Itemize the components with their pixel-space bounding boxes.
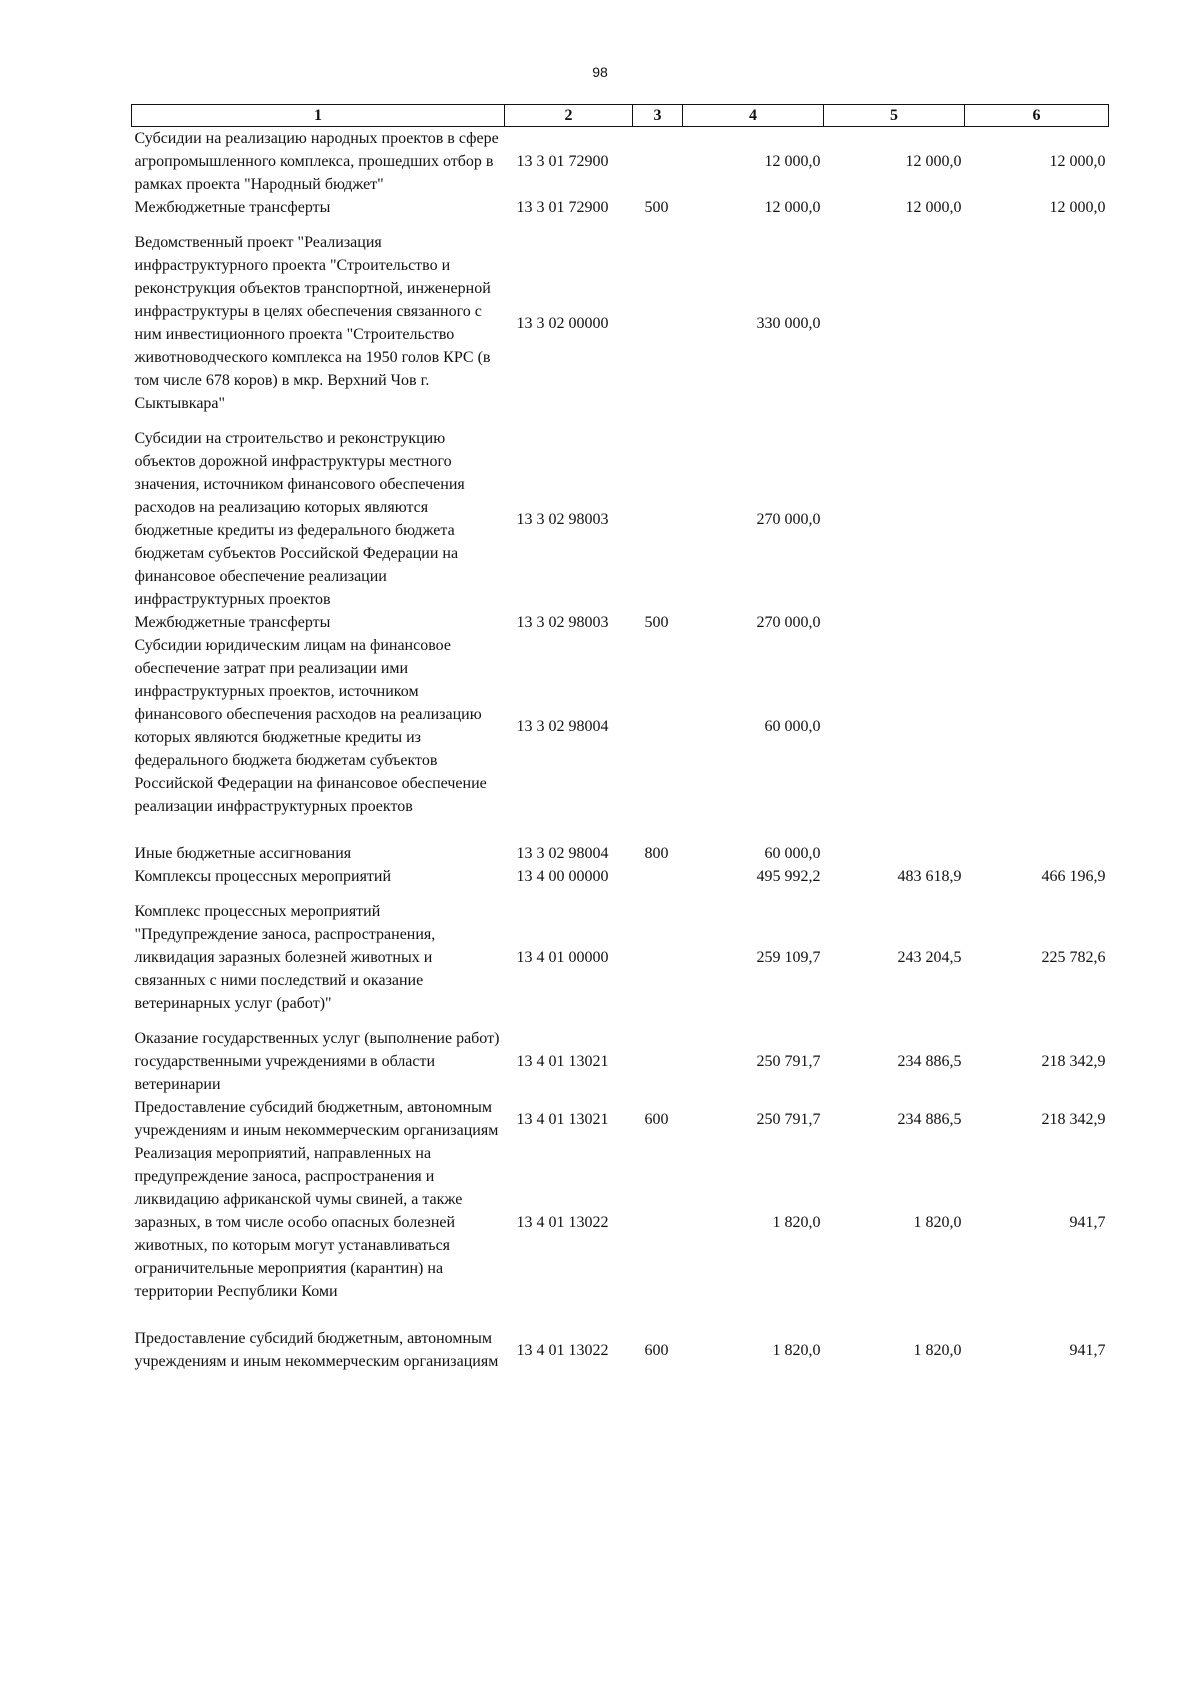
row-code: 13 4 01 13022 [516, 1341, 609, 1359]
table-row [132, 900, 1109, 1027]
budget-table [131, 104, 1109, 1373]
row-expense-type [633, 1142, 683, 1315]
table-row [132, 231, 1109, 427]
row-expense-type: 600 [644, 1110, 669, 1128]
row-name: Реализация мероприятий, направленных на предупреждение заноса, распространения и ликвидацию африканской чумы свиней, а также заразных, в том числе особо опасных болезней животных, по которым могут устанавливаться ограничительные мероприятия (карантин) на территории Республики Коми [134, 1145, 463, 1300]
row-value-1: 1 820,0 [772, 1214, 821, 1231]
row-expense-type [633, 1027, 683, 1096]
row-value-3 [965, 231, 1109, 427]
row-value-2: 1 820,0 [913, 1214, 962, 1231]
row-value-1: 270 000,0 [756, 614, 821, 631]
table-row [132, 634, 1109, 830]
row-code: 13 4 01 13021 [516, 1053, 609, 1070]
table-row [132, 1315, 1109, 1373]
row-code: 13 3 02 00000 [516, 314, 609, 332]
row-name: Предоставление субсидий бюджетным, автономным учреждениям и иным некоммерческим организациям [134, 1099, 499, 1139]
row-expense-type: 800 [644, 845, 669, 862]
row-expense-type [633, 231, 683, 427]
header-col-6: 6 [965, 105, 1109, 127]
row-code: 13 3 02 98004 [516, 845, 609, 862]
row-code: 13 3 02 98003 [516, 614, 609, 631]
row-name: Иные бюджетные ассигнования [134, 845, 352, 862]
row-name: Комплексы процессных мероприятий [134, 868, 392, 885]
header-col-3: 3 [633, 105, 683, 127]
row-name: Ведомственный проект "Реализация инфраструктурного проекта "Строительство и реконструкция объектов транспортной, инженерной инфраструктуры в целях обеспечения связанного с ним инвестиционного проекта "Строительство животноводческого комплекса на 1950 голов КРС (в том числе 678 коров) в мкр. Верхний Чов г. Сыктывкара" [134, 234, 491, 412]
row-name: Предоставление субсидий бюджетным, автономным учреждениям и иным некоммерческим организациям [134, 1330, 499, 1370]
table-row [132, 865, 1109, 900]
row-code: 13 3 02 98003 [516, 510, 609, 528]
row-code: 13 4 01 13021 [516, 1110, 609, 1128]
row-value-1: 60 000,0 [764, 717, 821, 735]
row-expense-type: 500 [644, 199, 669, 216]
row-name: Субсидии на реализацию народных проектов в сфере агропромышленного комплекса, прошедших отбор в рамках проекта "Народный бюджет" [134, 130, 499, 193]
row-name: Субсидии на строительство и реконструкцию объектов дорожной инфраструктуры местного значения, источником финансового обеспечения расходов на реализацию которых являются бюджетные кредиты из федерального бюджета бюджетам субъектов Российской Федерации на финансовое обеспечение реализации инфраструктурных проектов [134, 430, 465, 608]
row-expense-type [633, 865, 683, 900]
table-row [132, 1027, 1109, 1096]
row-value-2: 234 886,5 [897, 1110, 962, 1128]
row-value-3: 225 782,6 [1041, 949, 1106, 966]
table-row [132, 1096, 1109, 1142]
row-value-2: 12 000,0 [905, 153, 962, 170]
row-name: Межбюджетные трансферты [134, 614, 331, 631]
row-value-3 [965, 830, 1109, 865]
row-value-3 [965, 611, 1109, 634]
row-expense-type [633, 427, 683, 611]
table-row [132, 196, 1109, 231]
row-code: 13 3 01 72900 [516, 153, 609, 170]
row-value-3: 12 000,0 [1049, 199, 1106, 216]
row-value-3: 941,7 [1069, 1214, 1106, 1231]
row-name: Комплекс процессных мероприятий "Предупреждение заноса, распространения, ликвидация заразных болезней животных и связанных с ними последствий и оказание ветеринарных услуг (работ)" [134, 903, 436, 1012]
row-value-3: 466 196,9 [1041, 868, 1106, 885]
row-value-2: 12 000,0 [905, 199, 962, 216]
row-value-2 [824, 830, 965, 865]
table-row [132, 127, 1109, 197]
row-code: 13 4 01 13022 [516, 1214, 609, 1231]
row-expense-type [633, 127, 683, 197]
row-value-1: 330 000,0 [756, 314, 821, 332]
row-value-2: 243 204,5 [897, 949, 962, 966]
row-value-2 [824, 634, 965, 830]
row-name: Субсидии юридическим лицам на финансовое обеспечение затрат при реализации ими инфраструктурных проектов, источником финансового обеспечения расходов на реализацию которых являются бюджетные кредиты из федерального бюджета бюджетам субъектов Российской Федерации на финансовое обеспечение реализации инфраструктурных проектов [134, 637, 487, 815]
row-value-2 [824, 427, 965, 611]
row-value-3 [965, 634, 1109, 830]
header-col-4: 4 [683, 105, 824, 127]
table-row [132, 611, 1109, 634]
header-col-1: 1 [132, 105, 505, 127]
row-name: Оказание государственных услуг (выполнение работ) государственными учреждениями в области ветеринарии [134, 1030, 500, 1093]
page-number: 98 [592, 64, 608, 80]
row-name: Межбюджетные трансферты [134, 199, 331, 216]
row-expense-type: 500 [644, 614, 669, 631]
row-value-3: 941,7 [1069, 1341, 1106, 1359]
row-value-2: 483 618,9 [897, 868, 962, 885]
row-value-2: 234 886,5 [897, 1053, 962, 1070]
header-row [132, 105, 1109, 127]
row-value-1: 60 000,0 [764, 845, 821, 862]
row-value-1: 12 000,0 [764, 153, 821, 170]
row-code: 13 3 02 98004 [516, 717, 609, 735]
row-value-1: 270 000,0 [756, 510, 821, 528]
table-row [132, 427, 1109, 611]
row-expense-type: 600 [644, 1341, 669, 1359]
row-value-3: 218 342,9 [1041, 1053, 1106, 1070]
row-value-3 [965, 427, 1109, 611]
row-code: 13 4 01 00000 [516, 949, 609, 966]
row-expense-type [633, 900, 683, 1027]
row-value-1: 250 791,7 [756, 1053, 821, 1070]
row-code: 13 4 00 00000 [516, 868, 609, 885]
row-value-1: 250 791,7 [756, 1110, 821, 1128]
row-value-3: 218 342,9 [1041, 1110, 1106, 1128]
header-col-5: 5 [824, 105, 965, 127]
row-code: 13 3 01 72900 [516, 199, 609, 216]
header-col-2: 2 [505, 105, 633, 127]
row-value-2: 1 820,0 [913, 1341, 962, 1359]
table-row [132, 1142, 1109, 1315]
row-value-1: 12 000,0 [764, 199, 821, 216]
row-value-1: 259 109,7 [756, 949, 821, 966]
row-value-2 [824, 611, 965, 634]
row-value-1: 495 992,2 [756, 868, 821, 885]
row-value-1: 1 820,0 [772, 1341, 821, 1359]
row-expense-type [633, 634, 683, 830]
row-value-3: 12 000,0 [1049, 153, 1106, 170]
row-value-2 [824, 231, 965, 427]
table-row [132, 830, 1109, 865]
